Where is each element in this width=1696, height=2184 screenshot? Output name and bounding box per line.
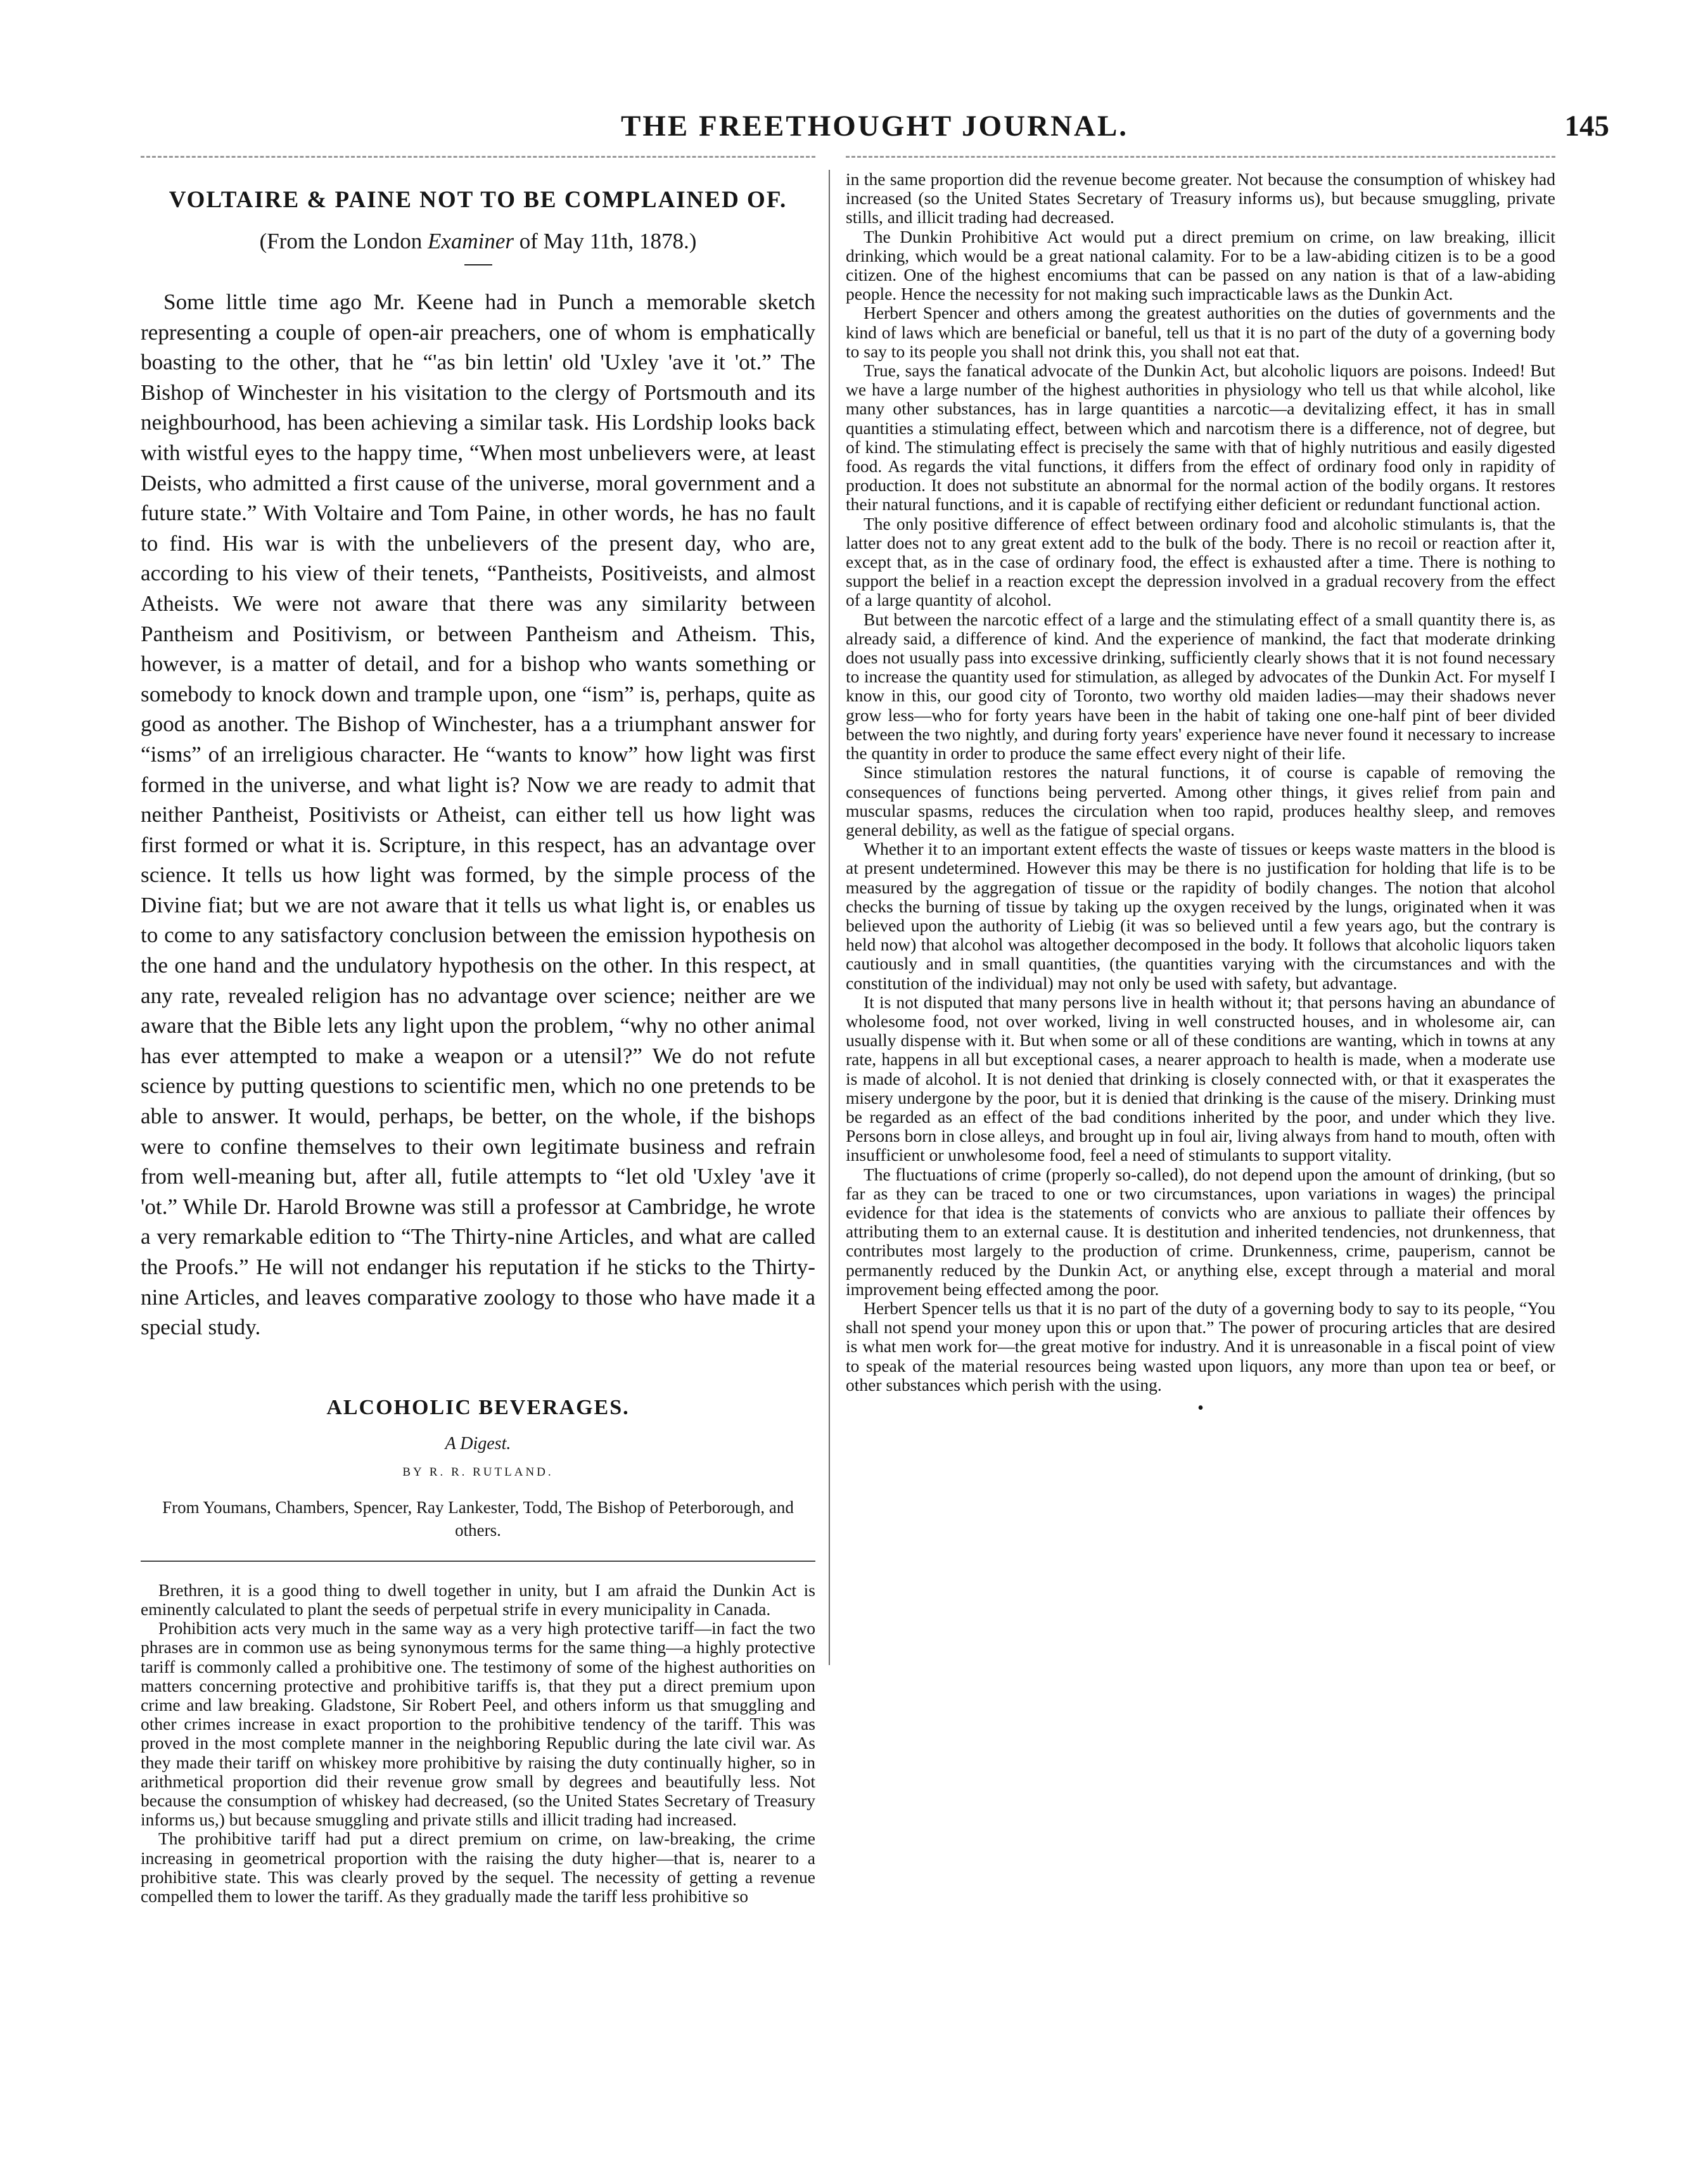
- alcoholic-paragraph: The prohibitive tariff had put a direct premium on crime, on law-breaking, the crime increasing in geometrical proportion with the raising the duty higher—that is, nearer to a prohibitive state. This was clearly proved by the sequel. The necessity of getting a revenue compelled them to lower the tariff. As they gradually made the tariff less prohibitive so: [141, 1829, 815, 1906]
- alcoholic-paragraph: Since stimulation restores the natural functions, it of course is capable of removing the consequences of functions being perverted. Among other things, it gives relief from pain and muscular spasms, reduces the circulation when too rapid, produces healthy sleep, and removes general debility, as well as the fatigue of special organs.: [846, 762, 1555, 840]
- article-byline: BY R. R. RUTLAND.: [402, 1465, 554, 1479]
- voltaire-paragraph: Some little time ago Mr. Keene had in Punch a memorable sketch representing a couple of open-air preachers, one of whom is emphatically boasting to the other, that he “'as bin lettin' old 'Uxley 'ave it 'ot.” The Bishop of Winchester in his visitation to the clergy of Portsmouth and its neighbourhood, has been achieving a similar task. His Lordship looks back with wistful eyes to the happy time, “When most unbelievers were, at least Deists, who admitted a first cause of the universe, moral government and a future state.” With Voltaire and Tom Paine, in other words, he has no fault to find. His war is with the unbelievers of the present day, who are, according to his view of their tenets, “Pantheists, Positiveists, and almost Atheists. We were not aware that there was any similarity between Pantheism and Positivism, or between Pantheism and Atheism. This, however, is a matter of detail, and for a bishop who wants something or somebody to knock down and trample upon, one “ism” is, perhaps, quite as good as another. The Bishop of Winchester, has a a triumphant answer for “isms” of an irreligious character. He “wants to know” how light was first formed in the universe, and what light is? Now we are ready to admit that neither Pantheist, Positivists or Atheist, can either tell us how light was first formed or what it is. Scripture, in this respect, has an advantage over science. It tells us how light was formed, by the simple process of the Divine fiat; but we are not aware that it tells us what light is, or enables us to come to any satisfactory conclusion between the emission hypothesis on the one hand and the undulatory hypothesis on the other. In this respect, at any rate, revealed religion has no advantage over science; neither are we aware that the Bible lets any light upon the problem, “why no other animal has ever attempted to make a weapon or a utensil?” We do not refute science by putting questions to scientific men, which no one pretends to be able to answer. It would, perhaps, be better, on the whole, if the bishops were to confine themselves to their own legitimate business and refrain from well-meaning but, after all, futile attempts to “let old 'Uxley 'ave it 'ot.” While Dr. Harold Browne was still a professor at Cambridge, he wrote a very remarkable edition to “The Thirty-nine Articles, and what are called the Proofs.” He will not endanger his reputation if he sticks to the Thirty-nine Articles, and leaves comparative zoology to those who have made it a special study.: [141, 290, 815, 1340]
- voltaire-body: [141, 287, 815, 1343]
- alcoholic-paragraph: Herbert Spencer tells us that it is no part of the duty of a governing body to say to its people, “You shall not spend your money upon this or upon that.” The power of procuring articles that are desired is what men work for—the great motive for industry. And it is unreasonable in a fiscal point of view to speak of the material resources being wasted upon liquors, any more than upon tea or beef, or other substances which perish with the using.: [846, 1298, 1555, 1395]
- right-column: [846, 170, 1555, 2109]
- source-suffix: of May 11th, 1878.): [514, 229, 697, 253]
- alcoholic-paragraph: The only positive difference of effect between ordinary food and alcoholic stimulants is, that the latter does not to any great extent add to the bulk of the body. There is no recoil or reaction after it, except that, as in the case of ordinary food, the effect is exhausted after a time. There is nothing to support the belief in a reaction except the depression involved in a gradual recovery from the effect of a large quantity of alcohol.: [846, 513, 1555, 610]
- article-title-alcoholic: ALCOHOLIC BEVERAGES.: [326, 1395, 630, 1419]
- alcoholic-paragraph: in the same proportion did the revenue become greater. Not because the consumption of whiskey had increased (so the United States Secretary of Treasury informs us), but because smuggling, private stills, and illicit trading had decreased.: [846, 169, 1555, 227]
- alcoholic-body-right: [846, 170, 1555, 1395]
- source-publication: Examiner: [427, 229, 514, 253]
- header-dashed-rule-right: [846, 156, 1555, 158]
- running-head: [621, 109, 1609, 147]
- alcoholic-paragraph: Brethren, it is a good thing to dwell together in unity, but I am afraid the Dunkin Act is eminently calculated to plant the seeds of perpetual strife in every municipality in Canada.: [141, 1580, 815, 1619]
- title-separator: [464, 264, 492, 265]
- section-rule: [141, 1561, 815, 1562]
- alcoholic-paragraph: Whether it to an important extent effects the waste of tissues or keeps waste matters in the blood is at present undetermined. However this may be there is no justification for holding that life is to be measured by the aggregation of tissue or the rapidity of bodily changes. The notion that alcohol checks the burning of tissue by taking up the oxygen received by the lungs, originated when it was believed upon the authority of Liebig (it was so believed until a few years ago, but the contrary is held now) that alcohol was altogether decomposed in the body. It follows that alcoholic liquors taken cautiously and in small quantities, (the quantities varying with the circumstances and with the constitution of the individual) may not only be used with safety, but advantage.: [846, 839, 1555, 993]
- alcoholic-paragraph: Herbert Spencer and others among the greatest authorities on the duties of governments and the kind of laws which are beneficial or baneful, tell us that it is no part of the duty of a governing body to say to its people you shall not drink this, you shall not eat that.: [846, 303, 1555, 361]
- header-dashed-rule-left: [141, 156, 815, 158]
- alcoholic-paragraph: Prohibition acts very much in the same way as a very high protective tariff—in fact the two phrases are in common use as being synonymous terms for the same thing—a highly protective tariff is commonly called a prohibitive one. The testimony of some of the highest authorities on matters concerning protective and prohibitive tariffs is, that they put a direct premium upon crime and law breaking. Gladstone, Sir Robert Peel, and others inform us that smuggling and other crimes increase in exact proportion to the prohibitive tendency of the tariff. This was proved in the most complete manner in the neighboring Republic during the late civil war. As they made their tariff on whiskey more prohibitive by raising the duty continually higher, so in arithmetical proportion did their revenue grow small by degrees and beautifully less. Not because the consumption of whiskey had decreased, (so the United States Secretary of Treasury informs us,) but because smuggling and private stills and illicit trading had increased.: [141, 1618, 815, 1830]
- page-number: 145: [1564, 110, 1609, 143]
- alcoholic-paragraph: But between the narcotic effect of a large and the stimulating effect of a small quantity there is, as already said, a difference of kind. And the experience of mankind, the fact that moderate drinking does not usually pass into excessive drinking, sufficiently clearly shows that it is not found necessary to increase the quantity used for stimulation, as alleged by advocates of the Dunkin Act. For myself I know in this, our good city of Toronto, two worthy old maiden ladies—may their shadows never grow less—who for forty years have been in the habit of taking one one-half pint of beer divided between the two nightly, and during forty years' experience have never found it necessary to increase the quantity in order to produce the same effect every night of their life.: [846, 609, 1555, 763]
- article-sources-line: From Youmans, Chambers, Spencer, Ray Lankester, Todd, The Bishop of Peterborough, and others.: [162, 1497, 794, 1540]
- article-source-line: [141, 229, 815, 254]
- journal-title: THE FREETHOUGHT JOURNAL.: [621, 110, 1129, 143]
- end-mark: •: [1197, 1398, 1204, 1418]
- source-prefix: (From the London: [259, 229, 428, 253]
- alcoholic-body-left: [141, 1581, 815, 1906]
- alcoholic-paragraph: True, says the fanatical advocate of the Dunkin Act, but alcoholic liquors are poisons. Indeed! But we have a large number of the highest authorities in physiology who tell us that while alcohol, like many other substances, has in large quantities a narcotic—a devitalizing effect, it has in small quantities a stimulating effect, between which and narcotism there is a difference, not of degree, but of kind. The stimulating effect is precisely the same with that of highly nutritious and easily digested food. As regards the vital functions, it differs from the effect of ordinary food only in rapidity of production. It does not substitute an abnormal for the normal action of the bodily organs. It restores their natural functions, and it is capable of rectifying either deficient or redundant functional action.: [846, 361, 1555, 514]
- left-column: [141, 170, 815, 2109]
- article-subtitle: A Digest.: [445, 1433, 511, 1453]
- column-divider: [829, 170, 830, 1665]
- alcoholic-paragraph: It is not disputed that many persons live in health without it; that persons having an abundance of wholesome food, not over worked, living in well constructed houses, and in wholesome air, can usually dispense with it. But when some or all of these conditions are wanting, which in towns at any rate, happens in all but exceptional cases, a nearer approach to health is made, when a moderate use is made of alcohol. It is not denied that drinking is closely connected with, or that it exasperates the misery undergone by the poor, but it is denied that drinking is the cause of the misery. Drinking must be regarded as an effect of the bad conditions inherited by the poor, and under which they live. Persons born in close alleys, and brought up in foul air, living always from hand to mouth, often with insufficient or unwholesome food, feel a need of stimulants to support vitality.: [846, 992, 1555, 1165]
- alcoholic-paragraph: The fluctuations of crime (properly so-called), do not depend upon the amount of drinking, (but so far as they can be traced to one or two circumstances, upon variations in wages) the principal evidence for that idea is the statements of convicts who are anxious to palliate their offences by attributing them to an external cause. It is destitution and inherited tendencies, not drunkenness, that contributes most largely to the production of crime. Drunkenness, crime, pauperism, cannot be permanently reduced by the Dunkin Act, or anything else, except through a material and moral improvement being effected among the poor.: [846, 1164, 1555, 1299]
- article-title-voltaire: VOLTAIRE & PAINE NOT TO BE COMPLAINED OF.: [169, 187, 787, 213]
- alcoholic-paragraph: The Dunkin Prohibitive Act would put a direct premium on crime, on law breaking, illicit drinking, which would be a great national calamity. For to be a law-abiding citizen is to be a good citizen. One of the highest encomiums that can be passed on any nation is that of a law-abiding people. Hence the necessity for not making such impracticable laws as the Dunkin Act.: [846, 226, 1555, 304]
